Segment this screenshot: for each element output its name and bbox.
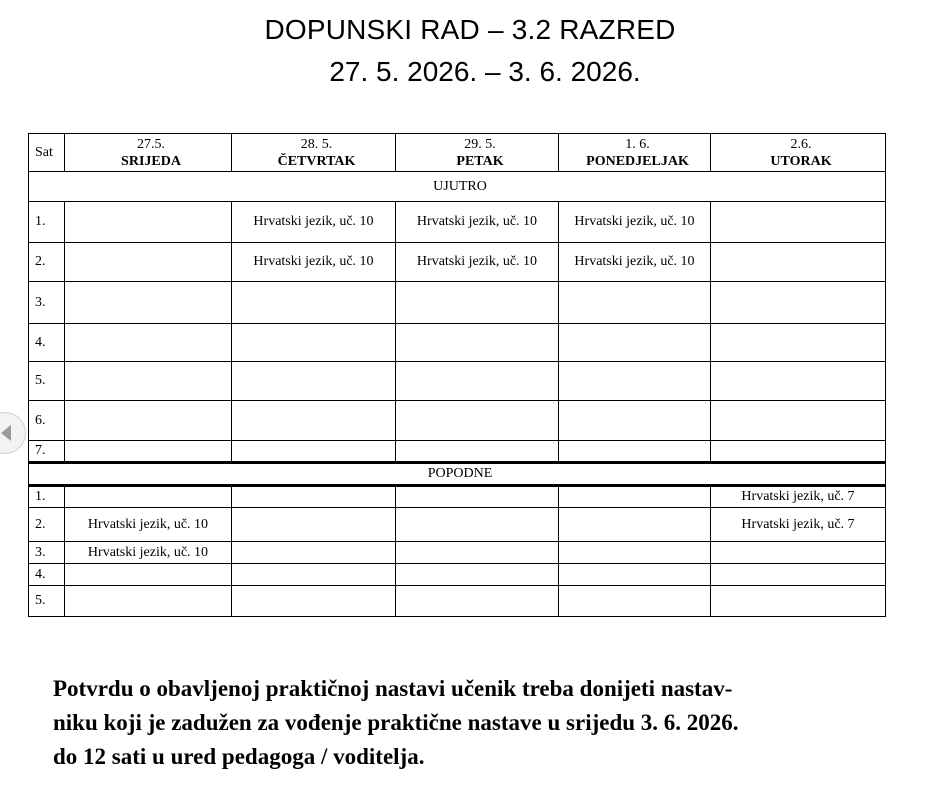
note-line: Potvrdu o obavljenoj praktičnoj nastavi učenik treba donijeti nastav- bbox=[53, 676, 733, 701]
day-header: 28. 5. ČETVRTAK bbox=[232, 134, 396, 172]
schedule-cell bbox=[559, 586, 711, 617]
table-row bbox=[29, 586, 886, 617]
sat-cell: 5. bbox=[29, 362, 65, 401]
schedule-cell bbox=[65, 243, 232, 282]
schedule-cell bbox=[711, 586, 886, 617]
table-row bbox=[29, 564, 886, 586]
schedule-cell bbox=[711, 243, 886, 282]
note-line: niku koji je zadužen za vođenje praktične nastave u srijedu 3. 6. 2026. bbox=[53, 710, 739, 735]
schedule-cell bbox=[711, 324, 886, 362]
schedule-cell bbox=[65, 282, 232, 324]
schedule-cell bbox=[232, 564, 396, 586]
sat-cell: 2. bbox=[29, 243, 65, 282]
schedule-cell bbox=[396, 441, 559, 463]
schedule-cell bbox=[65, 586, 232, 617]
sat-cell: 3. bbox=[29, 282, 65, 324]
schedule-cell bbox=[559, 486, 711, 508]
table-row bbox=[29, 441, 886, 463]
table-row bbox=[29, 282, 886, 324]
schedule-cell bbox=[559, 564, 711, 586]
table-row bbox=[29, 542, 886, 564]
table-row bbox=[29, 362, 886, 401]
section-label: POPODNE bbox=[29, 463, 886, 486]
table-row bbox=[29, 486, 886, 508]
schedule-cell: Hrvatski jezik, uč. 7 bbox=[711, 486, 886, 508]
confirmation-note bbox=[53, 672, 913, 774]
table-row bbox=[29, 324, 886, 362]
schedule-cell bbox=[232, 441, 396, 463]
schedule-cell: Hrvatski jezik, uč. 7 bbox=[711, 508, 886, 542]
table-row bbox=[29, 401, 886, 441]
note-line: do 12 sati u ured pedagoga / voditelja. bbox=[53, 744, 425, 769]
schedule-cell bbox=[65, 202, 232, 243]
schedule-cell bbox=[396, 362, 559, 401]
day-header: 27.5. SRIJEDA bbox=[65, 134, 232, 172]
schedule-cell: Hrvatski jezik, uč. 10 bbox=[65, 542, 232, 564]
sat-cell: 5. bbox=[29, 586, 65, 617]
schedule-cell bbox=[396, 508, 559, 542]
date-range: 27. 5. 2026. – 3. 6. 2026. bbox=[329, 56, 641, 87]
schedule-cell bbox=[65, 401, 232, 441]
schedule-cell bbox=[711, 441, 886, 463]
table-row bbox=[29, 508, 886, 542]
sat-cell: 1. bbox=[29, 202, 65, 243]
schedule-cell bbox=[711, 362, 886, 401]
header-row bbox=[29, 134, 886, 172]
schedule-cell: Hrvatski jezik, uč. 10 bbox=[65, 508, 232, 542]
schedule-cell bbox=[396, 401, 559, 441]
schedule-cell: Hrvatski jezik, uč. 10 bbox=[559, 243, 711, 282]
schedule-cell bbox=[711, 202, 886, 243]
schedule-cell bbox=[711, 542, 886, 564]
schedule-cell bbox=[232, 508, 396, 542]
schedule-cell bbox=[232, 324, 396, 362]
sat-cell: 6. bbox=[29, 401, 65, 441]
schedule-cell bbox=[559, 542, 711, 564]
day-header: 1. 6. PONEDJELJAK bbox=[559, 134, 711, 172]
sat-cell: 1. bbox=[29, 486, 65, 508]
schedule-cell bbox=[65, 324, 232, 362]
schedule-cell bbox=[396, 586, 559, 617]
document-title: DOPUNSKI RAD – 3.2 RAZRED bbox=[264, 14, 676, 45]
schedule-cell: Hrvatski jezik, uč. 10 bbox=[559, 202, 711, 243]
table-row bbox=[29, 243, 886, 282]
schedule-cell bbox=[65, 362, 232, 401]
schedule-cell bbox=[559, 324, 711, 362]
schedule-cell bbox=[65, 486, 232, 508]
schedule-cell bbox=[559, 362, 711, 401]
schedule-cell bbox=[711, 282, 886, 324]
sat-cell: 3. bbox=[29, 542, 65, 564]
table-row bbox=[29, 202, 886, 243]
schedule-cell bbox=[396, 542, 559, 564]
schedule-cell bbox=[559, 508, 711, 542]
sat-header: Sat bbox=[29, 134, 65, 172]
schedule-table bbox=[28, 133, 886, 617]
section-row-afternoon bbox=[29, 463, 886, 486]
schedule-cell bbox=[232, 282, 396, 324]
previous-page-arrow-icon[interactable] bbox=[0, 412, 26, 454]
sat-cell: 2. bbox=[29, 508, 65, 542]
schedule-cell bbox=[559, 401, 711, 441]
schedule-cell: Hrvatski jezik, uč. 10 bbox=[232, 243, 396, 282]
schedule-cell bbox=[65, 441, 232, 463]
day-header: 29. 5. PETAK bbox=[396, 134, 559, 172]
schedule-cell bbox=[559, 282, 711, 324]
schedule-cell bbox=[711, 401, 886, 441]
schedule-cell bbox=[232, 542, 396, 564]
schedule-cell bbox=[232, 362, 396, 401]
schedule-cell bbox=[559, 441, 711, 463]
schedule-cell bbox=[396, 282, 559, 324]
schedule-cell: Hrvatski jezik, uč. 10 bbox=[232, 202, 396, 243]
section-row-morning bbox=[29, 172, 886, 202]
section-label: UJUTRO bbox=[29, 172, 886, 202]
schedule-cell bbox=[65, 564, 232, 586]
schedule-cell bbox=[396, 324, 559, 362]
schedule-cell bbox=[232, 586, 396, 617]
schedule-cell: Hrvatski jezik, uč. 10 bbox=[396, 202, 559, 243]
sat-cell: 7. bbox=[29, 441, 65, 463]
schedule-cell bbox=[232, 486, 396, 508]
schedule-cell bbox=[711, 564, 886, 586]
schedule-cell bbox=[396, 564, 559, 586]
day-header: 2.6. UTORAK bbox=[711, 134, 886, 172]
schedule-cell: Hrvatski jezik, uč. 10 bbox=[396, 243, 559, 282]
sat-cell: 4. bbox=[29, 324, 65, 362]
schedule-cell bbox=[396, 486, 559, 508]
sat-cell: 4. bbox=[29, 564, 65, 586]
schedule-cell bbox=[232, 401, 396, 441]
